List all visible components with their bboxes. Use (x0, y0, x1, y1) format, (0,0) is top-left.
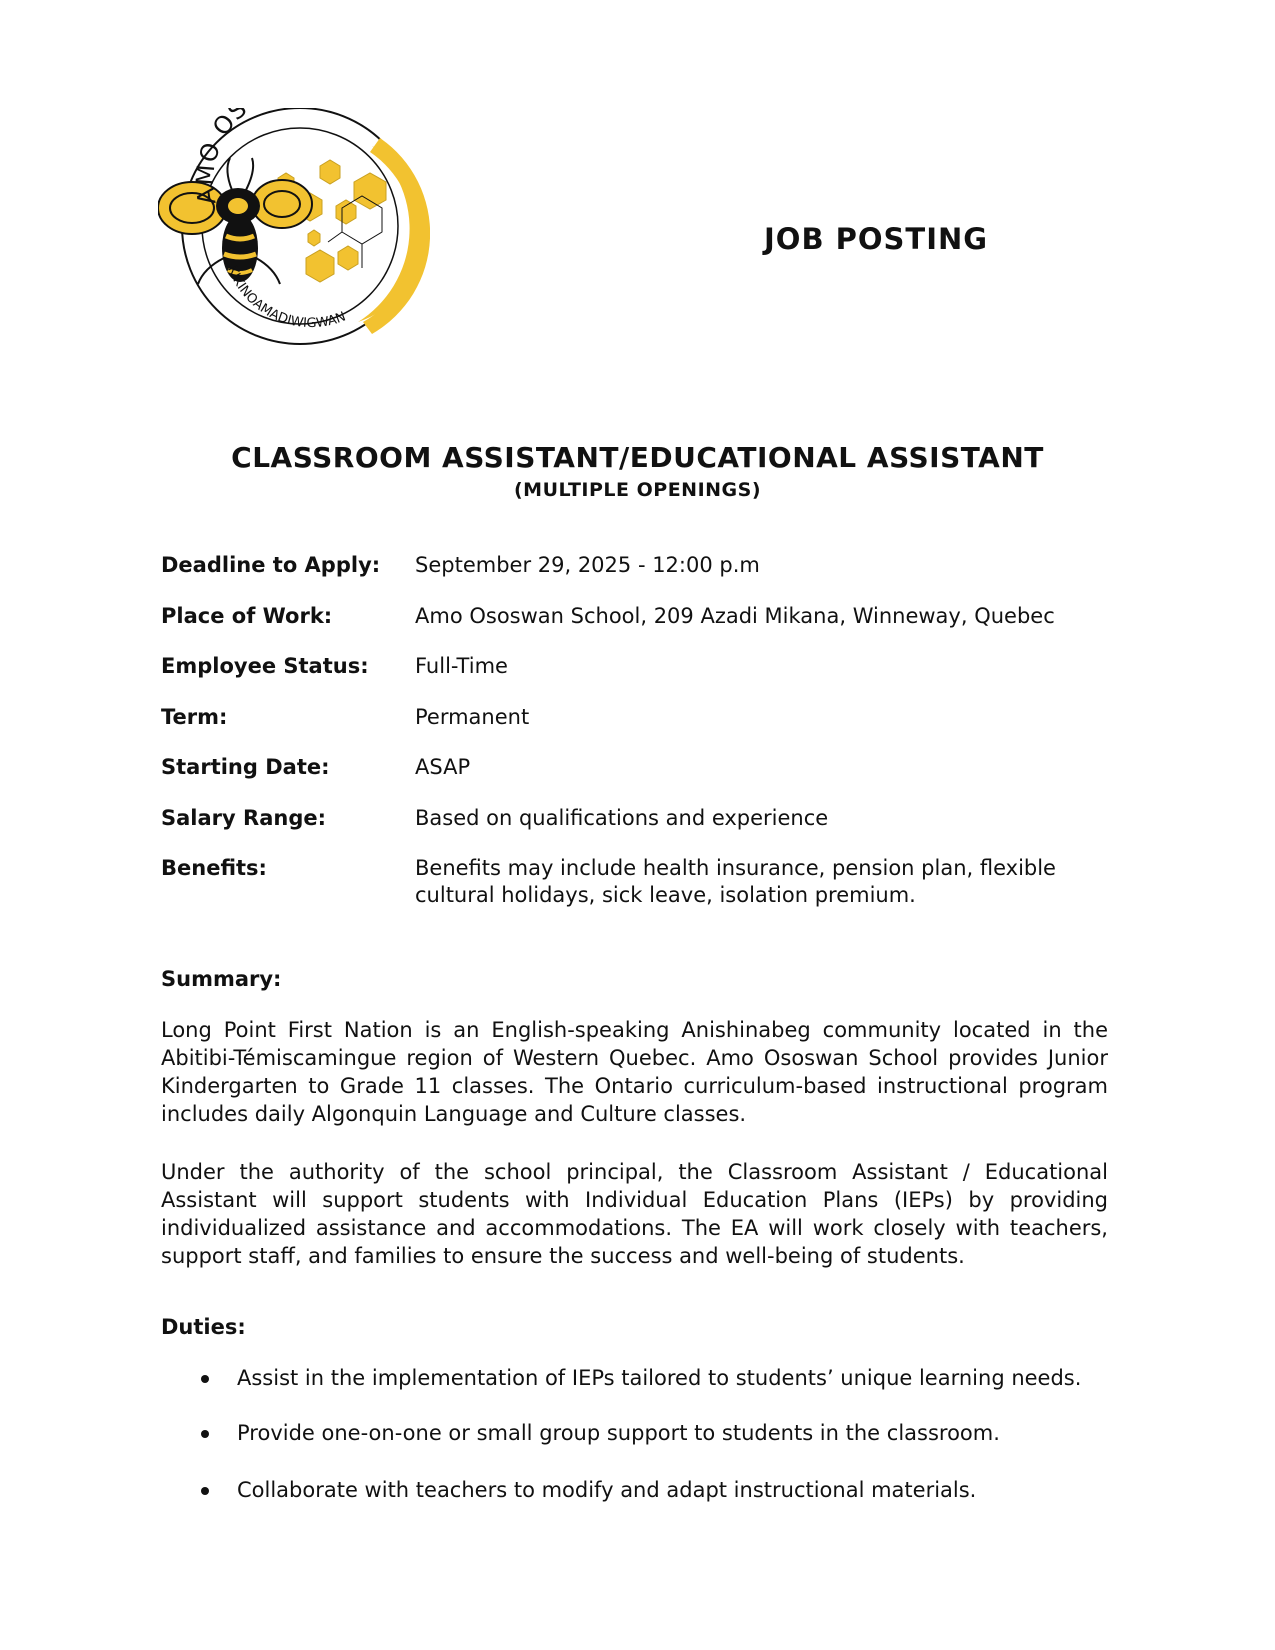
detail-row-salary (161, 805, 1121, 832)
detail-row-deadline (161, 552, 1121, 579)
bee-icon (158, 108, 430, 348)
list-item (161, 1476, 1108, 1504)
detail-value: Full-Time (415, 654, 508, 678)
summary-paragraph: Under the authority of the school principal, the Classroom Assistant / Educational Assistant will support students with Individual Education Plans (IEPs) by providing individualized assistance and accommodations. The EA will work closely with teachers, support staff, and families to ensure the success and well-being of students. (161, 1160, 1108, 1268)
duty-text: Provide one-on-one or small group support to students in the classroom. (237, 1421, 1000, 1445)
list-item (161, 1364, 1108, 1392)
detail-value: Based on qualifications and experience (415, 806, 829, 830)
job-details (161, 552, 1121, 909)
detail-value: Benefits may include health insurance, pension plan, flexible cultural holidays, sick leave, isolation premium. (415, 856, 1056, 907)
job-posting-label: JOB POSTING (764, 222, 989, 256)
bullet-icon (201, 1487, 209, 1495)
detail-label: Employee Status: (161, 654, 369, 678)
list-item (161, 1419, 1108, 1447)
job-subtitle: (MULTIPLE OPENINGS) (513, 479, 762, 501)
detail-label: Starting Date: (161, 755, 330, 779)
title-block (0, 440, 1275, 503)
detail-label: Benefits: (161, 856, 267, 880)
duties-heading: Duties: (161, 1315, 246, 1339)
detail-label: Salary Range: (161, 806, 326, 830)
detail-row-term (161, 704, 1121, 731)
duty-text: Assist in the implementation of IEPs tailored to students’ unique learning needs. (237, 1366, 1082, 1390)
detail-row-benefits (161, 855, 1121, 909)
detail-value: September 29, 2025 - 12:00 p.m (415, 553, 760, 577)
duty-text: Collaborate with teachers to modify and adapt instructional materials. (237, 1478, 977, 1502)
logo-text-bottom: KIKINOAMADIWIGWAN (224, 263, 348, 332)
detail-value: Amo Ososwan School, 209 Azadi Mikana, Winneway, Quebec (415, 604, 1055, 628)
detail-label: Term: (161, 705, 228, 729)
duties-list (161, 1364, 1108, 1504)
detail-label: Deadline to Apply: (161, 553, 381, 577)
summary-paragraph: Long Point First Nation is an English-speaking Anishinabeg community located in the Abitibi-Témiscamingue region of Western Quebec. Amo Ososwan School provides Junior Kindergarten to Grade 11 classes. The Ontario curriculum-based instructional program includes daily Algonquin Language and Culture classes. (161, 1018, 1108, 1126)
logo-text-top: AMO OS (190, 108, 253, 207)
detail-row-place (161, 603, 1121, 630)
school-logo (158, 108, 430, 348)
job-title: CLASSROOM ASSISTANT/EDUCATIONAL ASSISTANT (231, 441, 1044, 474)
detail-value: ASAP (415, 755, 471, 779)
detail-value: Permanent (415, 705, 530, 729)
summary-heading: Summary: (161, 967, 282, 991)
bullet-icon (201, 1375, 209, 1383)
detail-row-start (161, 754, 1121, 781)
detail-label: Place of Work: (161, 604, 333, 628)
bullet-icon (201, 1430, 209, 1438)
detail-row-status (161, 653, 1121, 680)
